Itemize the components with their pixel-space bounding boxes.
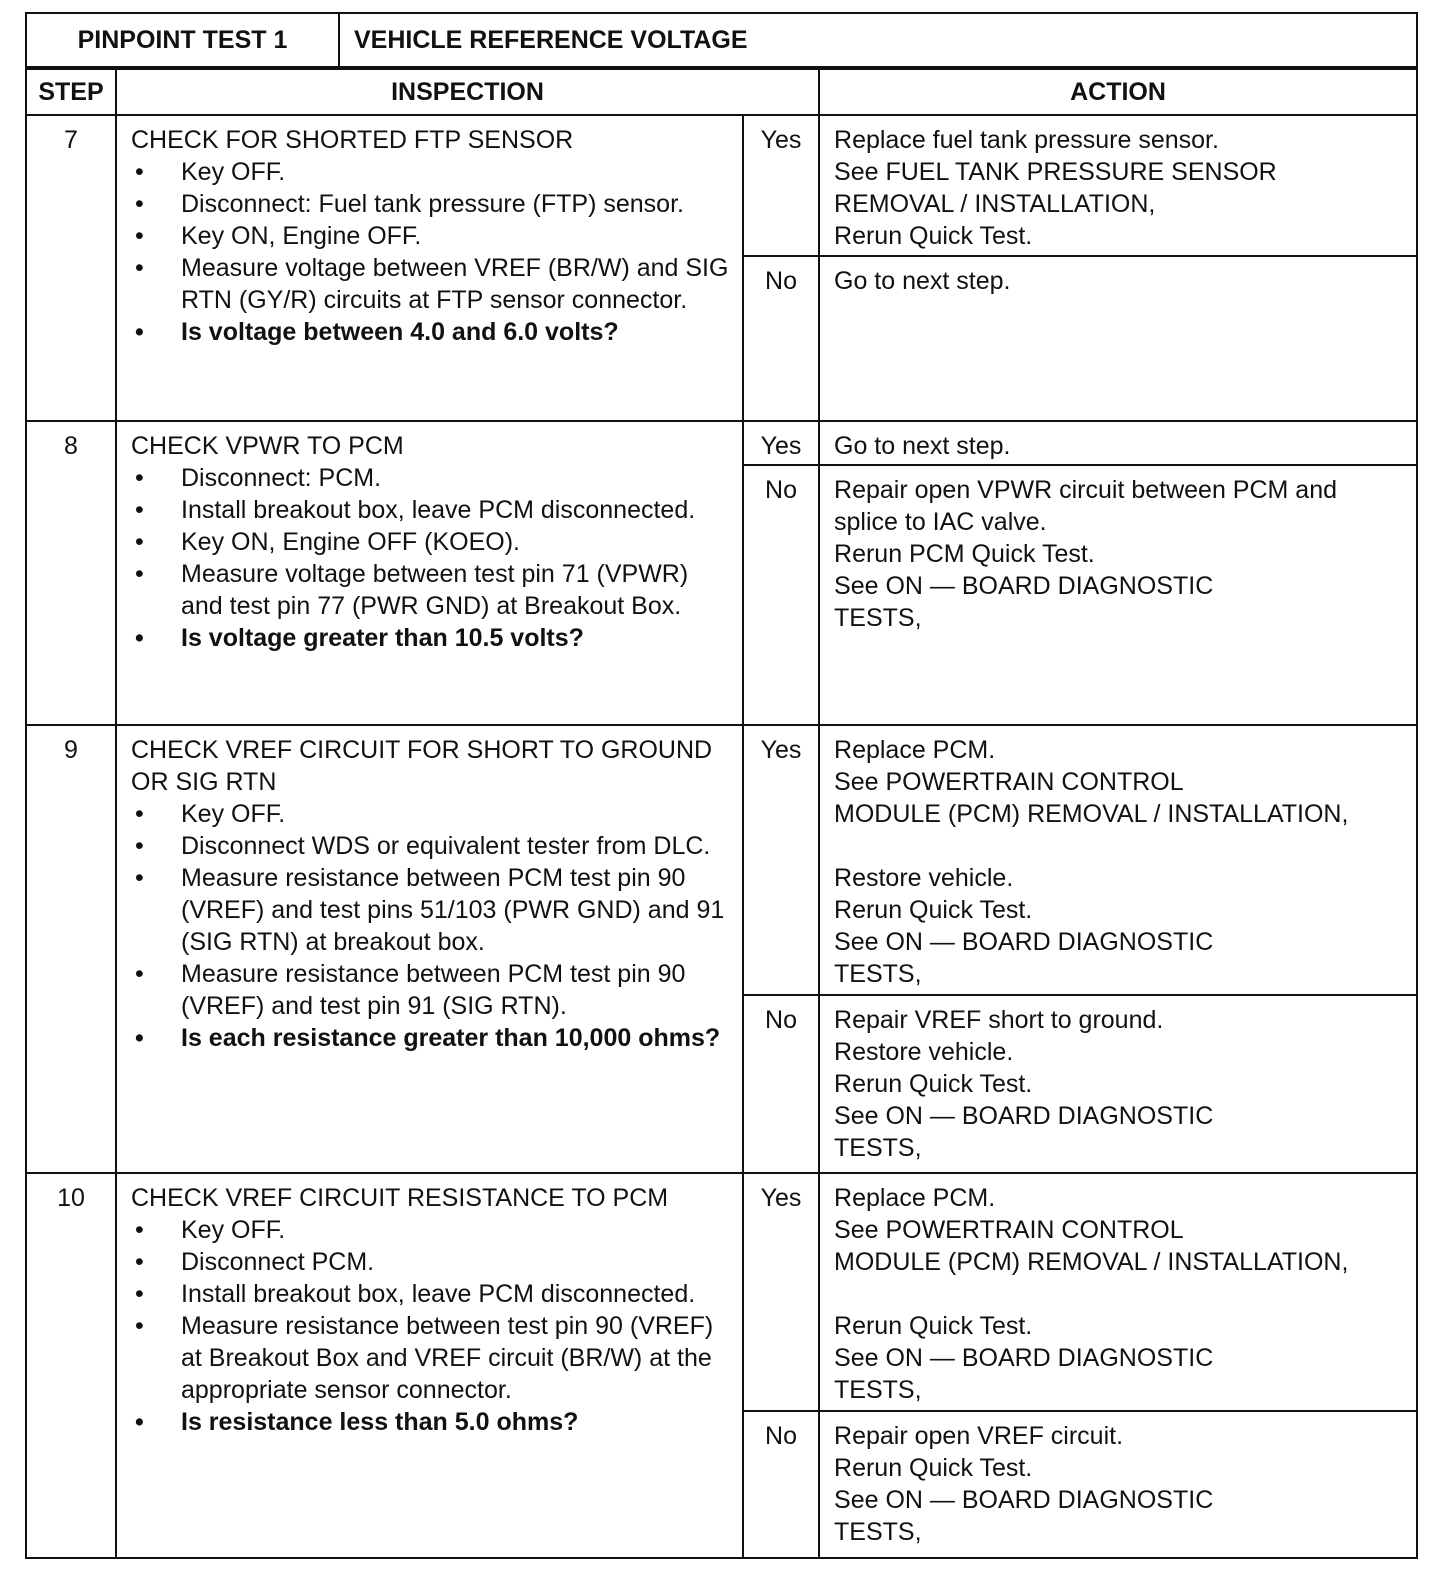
inspection-bullet: • Measure voltage between VREF (BR/W) and SIG RTN (GY/R) circuits at FTP sensor connector. <box>131 252 732 316</box>
action-line: See ON — BOARD DIAGNOSTIC <box>834 572 1214 600</box>
inspection-bullet: • Is each resistance greater than 10,000 ohms? <box>131 1022 732 1054</box>
yes-label: Yes <box>743 115 819 256</box>
no-action <box>819 256 1417 421</box>
column-header-inspection: INSPECTION <box>116 69 819 115</box>
action-line: TESTS, <box>834 1134 922 1162</box>
inspection-bullet: • Key ON, Engine OFF (KOEO). <box>131 526 732 558</box>
inspection-bullet: • Key OFF. <box>131 1214 732 1246</box>
action-line: See POWERTRAIN CONTROL <box>834 768 1184 796</box>
inspection-bullet: • Measure resistance between test pin 90 (VREF) at Breakout Box and VREF circuit (BR/W) at the appropriate sensor connector. <box>131 1310 732 1406</box>
action-line: Rerun Quick Test. <box>834 896 1033 924</box>
action-line: See ON — BOARD DIAGNOSTIC <box>834 1486 1214 1514</box>
step-row-yes <box>26 1173 1417 1411</box>
inspection-bullet: • Measure resistance between PCM test pin 90 (VREF) and test pins 51/103 (PWR GND) and 91 (SIG RTN) at breakout box. <box>131 862 732 958</box>
inspection-bullet: • Key ON, Engine OFF. <box>131 220 732 252</box>
yes-action <box>819 421 1417 465</box>
step-number: 7 <box>26 115 116 421</box>
inspection-bullet: • Disconnect: Fuel tank pressure (FTP) sensor. <box>131 188 732 220</box>
action-line: Rerun Quick Test. <box>834 1070 1033 1098</box>
action-line: splice to IAC valve. <box>834 508 1047 536</box>
inspection-bullets <box>131 462 732 654</box>
inspection-bullet: • Key OFF. <box>131 156 732 188</box>
action-line: Replace PCM. <box>834 736 996 764</box>
yes-label: Yes <box>743 725 819 995</box>
column-header-step: STEP <box>26 69 116 115</box>
inspection-cell <box>116 725 743 1173</box>
inspection-bullet: • Is voltage greater than 10.5 volts? <box>131 622 732 654</box>
action-line: Replace PCM. <box>834 1184 996 1212</box>
action-line: See FUEL TANK PRESSURE SENSOR <box>834 158 1277 186</box>
action-line <box>834 1278 1406 1310</box>
no-action <box>819 1411 1417 1558</box>
inspection-bullets <box>131 798 732 1054</box>
action-line: MODULE (PCM) REMOVAL / INSTALLATION, <box>834 1248 1349 1276</box>
step-number: 9 <box>26 725 116 1173</box>
pinpoint-test-table <box>25 12 1418 1559</box>
action-line <box>834 830 1406 862</box>
inspection-heading: CHECK VREF CIRCUIT RESISTANCE TO PCM <box>131 1184 669 1212</box>
inspection-heading: CHECK VPWR TO PCM <box>131 432 404 460</box>
action-line: TESTS, <box>834 960 922 988</box>
no-label: No <box>743 1411 819 1558</box>
action-line: Replace fuel tank pressure sensor. <box>834 126 1219 154</box>
test-label: PINPOINT TEST 1 <box>26 13 339 67</box>
no-label: No <box>743 465 819 725</box>
yes-action <box>819 115 1417 256</box>
no-label: No <box>743 995 819 1173</box>
action-line: REMOVAL / INSTALLATION, <box>834 190 1156 218</box>
column-header-action: ACTION <box>819 69 1417 115</box>
inspection-cell <box>116 115 743 421</box>
inspection-bullet: • Is resistance less than 5.0 ohms? <box>131 1406 732 1438</box>
action-line: TESTS, <box>834 1376 922 1404</box>
inspection-bullet: • Install breakout box, leave PCM disconnected. <box>131 1278 732 1310</box>
step-number: 10 <box>26 1173 116 1558</box>
action-line: See ON — BOARD DIAGNOSTIC <box>834 1102 1214 1130</box>
action-line: Repair open VPWR circuit between PCM and <box>834 476 1338 504</box>
step-row-yes <box>26 421 1417 465</box>
action-line: See ON — BOARD DIAGNOSTIC <box>834 1344 1214 1372</box>
action-line: See ON — BOARD DIAGNOSTIC <box>834 928 1214 956</box>
inspection-bullet: • Disconnect PCM. <box>131 1246 732 1278</box>
inspection-bullet: • Install breakout box, leave PCM disconnected. <box>131 494 732 526</box>
action-line: Repair open VREF circuit. <box>834 1422 1124 1450</box>
header-table <box>25 12 1418 68</box>
action-line: Rerun Quick Test. <box>834 222 1033 250</box>
step-number: 8 <box>26 421 116 725</box>
action-line: Rerun PCM Quick Test. <box>834 540 1095 568</box>
action-line: Restore vehicle. <box>834 864 1014 892</box>
inspection-bullet: • Measure resistance between PCM test pin 90 (VREF) and test pin 91 (SIG RTN). <box>131 958 732 1022</box>
steps-table <box>25 68 1418 1559</box>
inspection-bullets <box>131 1214 732 1438</box>
inspection-heading: CHECK VREF CIRCUIT FOR SHORT TO GROUND OR SIG RTN <box>131 736 713 796</box>
inspection-bullet: • Key OFF. <box>131 798 732 830</box>
action-line: TESTS, <box>834 604 922 632</box>
inspection-cell <box>116 421 743 725</box>
yes-label: Yes <box>743 421 819 465</box>
inspection-bullet: • Disconnect: PCM. <box>131 462 732 494</box>
yes-action <box>819 1173 1417 1411</box>
no-label: No <box>743 256 819 421</box>
action-line: Rerun Quick Test. <box>834 1312 1033 1340</box>
inspection-bullets <box>131 156 732 348</box>
inspection-cell <box>116 1173 743 1558</box>
action-line: Restore vehicle. <box>834 1038 1014 1066</box>
action-line: Go to next step. <box>834 432 1011 460</box>
yes-action <box>819 725 1417 995</box>
action-line: Repair VREF short to ground. <box>834 1006 1164 1034</box>
step-row-yes <box>26 115 1417 256</box>
yes-label: Yes <box>743 1173 819 1411</box>
no-action <box>819 465 1417 725</box>
inspection-heading: CHECK FOR SHORTED FTP SENSOR <box>131 126 574 154</box>
inspection-bullet: • Disconnect WDS or equivalent tester from DLC. <box>131 830 732 862</box>
no-action <box>819 995 1417 1173</box>
action-line: See POWERTRAIN CONTROL <box>834 1216 1184 1244</box>
inspection-bullet: • Is voltage between 4.0 and 6.0 volts? <box>131 316 732 348</box>
step-row-yes <box>26 725 1417 995</box>
action-line: MODULE (PCM) REMOVAL / INSTALLATION, <box>834 800 1349 828</box>
test-title: VEHICLE REFERENCE VOLTAGE <box>339 13 1417 67</box>
inspection-bullet: • Measure voltage between test pin 71 (VPWR) and test pin 77 (PWR GND) at Breakout Box. <box>131 558 732 622</box>
action-line: Rerun Quick Test. <box>834 1454 1033 1482</box>
action-line: Go to next step. <box>834 267 1011 295</box>
action-line: TESTS, <box>834 1518 922 1546</box>
